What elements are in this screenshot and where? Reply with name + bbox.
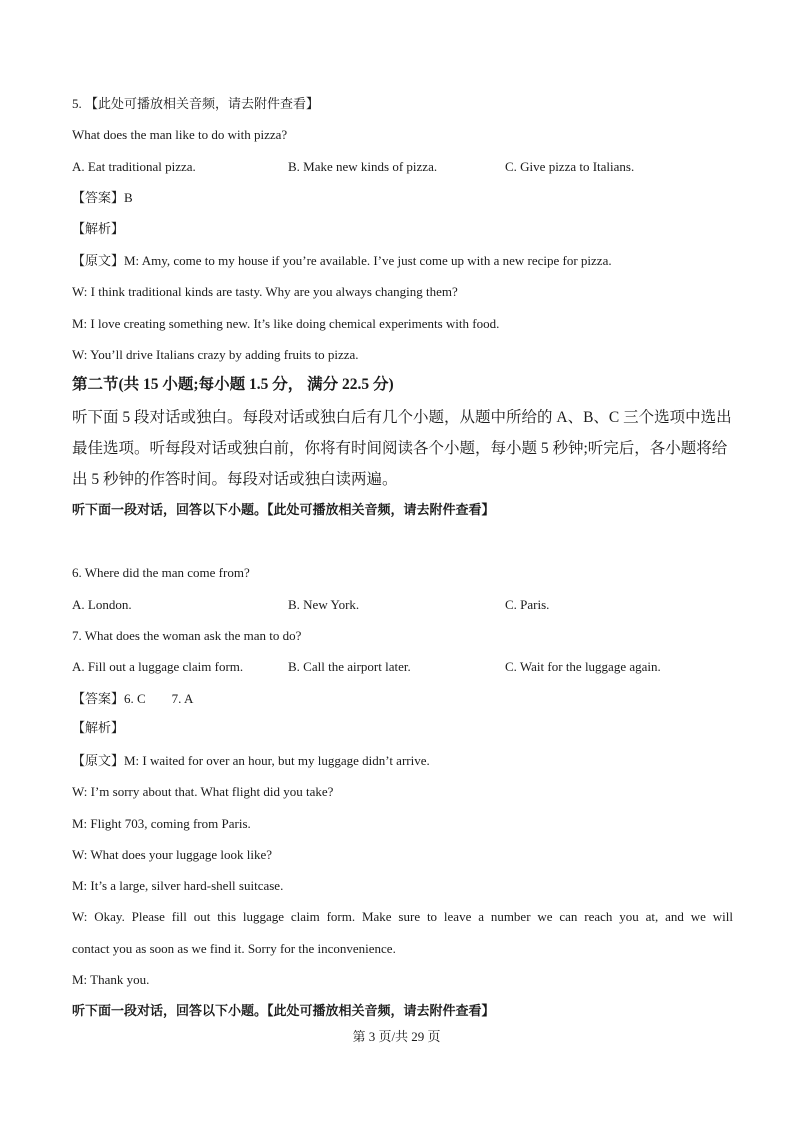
- option-c: C. Wait for the luggage again.: [505, 659, 661, 674]
- section-2-instructions: 听下面 5 段对话或独白。每段对话或独白后有几个小题，从题中所给的 A、B、C 三个选项中选出最佳选项。听每段对话或独白前，你将有时间阅读各个小题，每小题 5 秒钟;听完后，各小题将给出 5 秒钟的作答时间。每段对话或独白读两遍。: [72, 409, 732, 488]
- page-footer: 第 3 页/共 29 页: [352, 1029, 441, 1044]
- script-line: M: It’s a large, silver hard-shell suitcase.: [72, 878, 284, 893]
- script-line: W: Okay. Please fill out this luggage claim form. Make sure to leave a number we can reach you at, and we will: [72, 909, 733, 924]
- question-5-header: 5. 【此处可播放相关音频，请去附件查看】: [72, 96, 320, 111]
- script-line: 【原文】M: Amy, come to my house if you’re available. I’ve just come up with a new recipe for pizza.: [72, 253, 612, 268]
- script-line: W: You’ll drive Italians crazy by adding fruits to pizza.: [72, 347, 359, 362]
- question-5-analysis-label: 【解析】: [72, 221, 125, 236]
- question-7-text: 7. What does the woman ask the man to do?: [72, 628, 302, 643]
- question-5-text: What does the man like to do with pizza?: [72, 127, 288, 142]
- next-section-prompt: 听下面一段对话，回答以下小题。【此处可播放相关音频，请去附件查看】: [72, 1003, 495, 1018]
- option-a: A. Fill out a luggage claim form.: [72, 659, 244, 674]
- option-c: C. Paris.: [505, 597, 550, 612]
- section-2-title: 第二节(共 15 小题;每小题 1.5 分， 满分 22.5 分): [72, 376, 394, 393]
- questions-6-7-analysis-label: 【解析】: [72, 720, 125, 735]
- questions-6-7-answer: 【答案】6. C 7. A: [72, 691, 194, 706]
- section-2-prompt: 听下面一段对话，回答以下小题。【此处可播放相关音频，请去附件查看】: [72, 502, 495, 517]
- option-a: A. London.: [72, 597, 132, 612]
- script-line: W: I think traditional kinds are tasty. Why are you always changing them?: [72, 284, 458, 299]
- script-line: contact you as soon as we find it. Sorry for the inconvenience.: [72, 941, 396, 956]
- question-6-text: 6. Where did the man come from?: [72, 565, 250, 580]
- script-line: W: I’m sorry about that. What flight did you take?: [72, 784, 334, 799]
- script-line: W: What does your luggage look like?: [72, 847, 273, 862]
- script-line: M: Thank you.: [72, 972, 150, 987]
- option-b: B. Call the airport later.: [288, 659, 411, 674]
- option-b: B. New York.: [288, 597, 360, 612]
- option-c: C. Give pizza to Italians.: [505, 159, 635, 174]
- script-line: M: I love creating something new. It’s like doing chemical experiments with food.: [72, 316, 500, 331]
- script-line: 【原文】M: I waited for over an hour, but my luggage didn’t arrive.: [72, 753, 430, 768]
- script-line: M: Flight 703, coming from Paris.: [72, 816, 251, 831]
- option-a: A. Eat traditional pizza.: [72, 159, 196, 174]
- question-5-answer: 【答案】B: [72, 190, 133, 205]
- option-b: B. Make new kinds of pizza.: [288, 159, 438, 174]
